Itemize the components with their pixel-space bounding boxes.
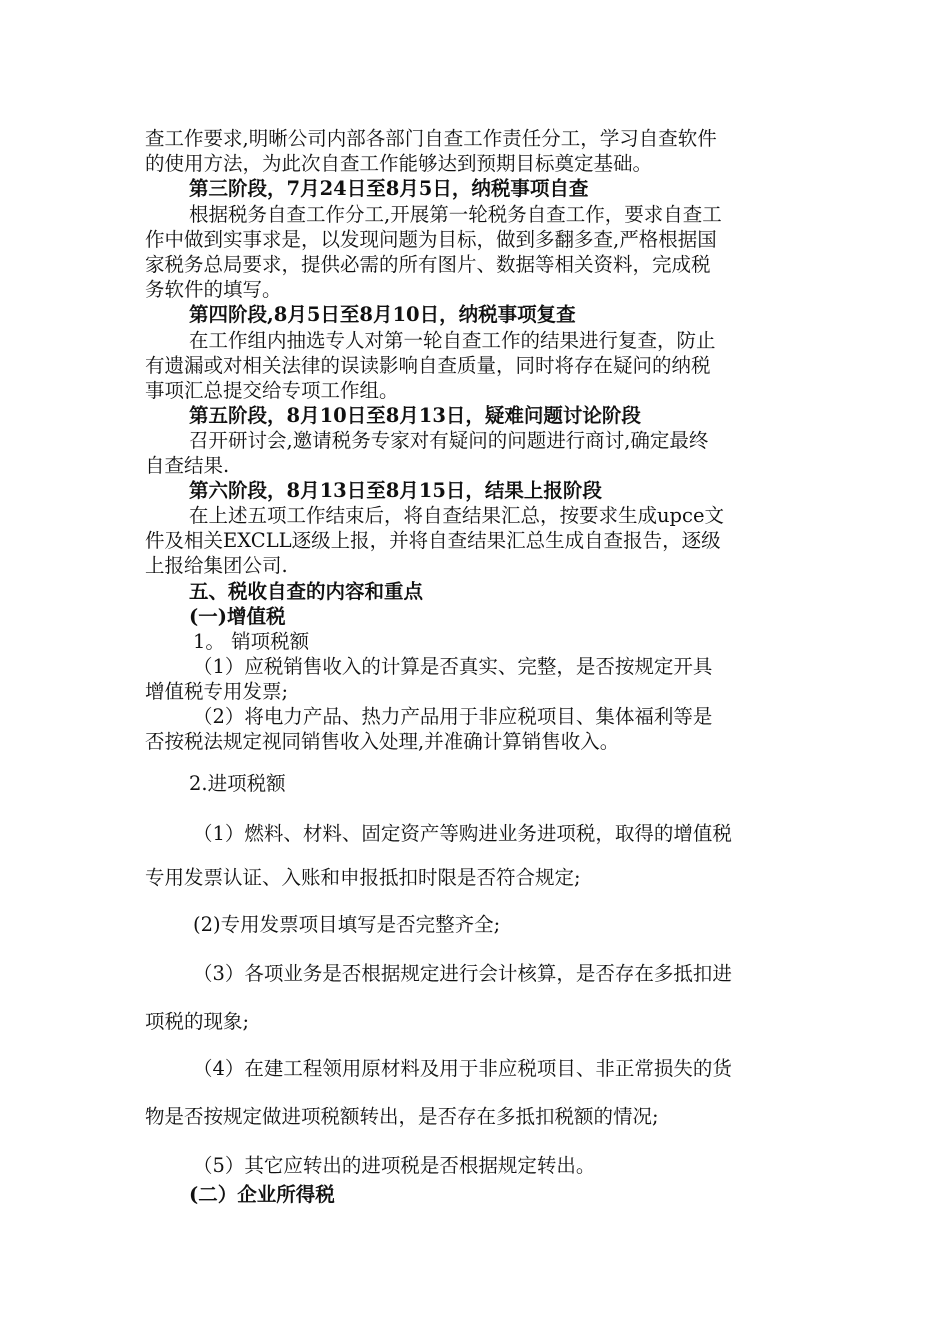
text-line: （1）应税销售收入的计算是否真实、完整，是否按规定开具 (193, 655, 713, 678)
text-line: 务软件的填写。 (145, 278, 282, 301)
text-line: 自查结果. (145, 454, 230, 477)
text-line: 项税的现象; (145, 1010, 250, 1033)
text-line: （2）将电力产品、热力产品用于非应税项目、集体福利等是 (193, 705, 713, 728)
text-line: 召开研讨会,邀请税务专家对有疑问的问题进行商讨,确定最终 (189, 429, 709, 452)
text-line: 上报给集团公司. (145, 554, 288, 577)
text-line: （3）各项业务是否根据规定进行会计核算，是否存在多抵扣进 (193, 962, 732, 985)
text-line: 在工作组内抽选专人对第一轮自查工作的结果进行复查，防止 (189, 329, 716, 352)
text-line: 1。 销项税额 (193, 630, 310, 653)
text-line: 件及相关EXCLL逐级上报，并将自查结果汇总生成自查报告，逐级 (145, 529, 721, 552)
text-line: 2.进项税额 (189, 772, 286, 795)
text-line: 增值税专用发票; (145, 680, 289, 703)
text-line: 有遗漏或对相关法律的误读影响自查质量，同时将存在疑问的纳税 (145, 354, 711, 377)
subsection-heading: (二）企业所得税 (189, 1183, 335, 1206)
section-heading: 第三阶段，7月24日至8月5日，纳税事项自查 (189, 177, 589, 200)
section-heading: 第六阶段，8月13日至8月15日，结果上报阶段 (189, 479, 602, 502)
section-heading: 五、税收自查的内容和重点 (189, 580, 424, 603)
text-line: 根据税务自查工作分工,开展第一轮税务自查工作，要求自查工 (189, 203, 722, 226)
text-line: 家税务总局要求，提供必需的所有图片、数据等相关资料，完成税 (145, 253, 711, 276)
text-line: (2)专用发票项目填写是否完整齐全; (193, 913, 501, 936)
text-line: 事项汇总提交给专项工作组。 (145, 379, 399, 402)
text-line: 否按税法规定视同销售收入处理,并准确计算销售收入。 (145, 730, 620, 753)
text-line: 的使用方法，为此次自查工作能够达到预期目标奠定基础。 (145, 152, 653, 175)
text-line: 在上述五项工作结束后，将自查结果汇总，按要求生成upce文 (189, 504, 725, 527)
text-line: （4）在建工程领用原材料及用于非应税项目、非正常损失的货 (193, 1057, 732, 1080)
text-line: （1）燃料、材料、固定资产等购进业务进项税，取得的增值税 (193, 822, 732, 845)
text-line: （5）其它应转出的进项税是否根据规定转出。 (193, 1154, 596, 1177)
text-line: 物是否按规定做进项税额转出，是否存在多抵扣税额的情况; (145, 1105, 659, 1128)
text-line: 查工作要求,明晰公司内部各部门自查工作责任分工，学习自查软件 (145, 127, 717, 150)
subsection-heading: (一)增值税 (189, 605, 286, 628)
text-line: 作中做到实事求是，以发现问题为目标，做到多翻多查,严格根据国 (145, 228, 717, 251)
section-heading: 第四阶段,8月5日至8月10日，纳税事项复查 (189, 303, 576, 326)
section-heading: 第五阶段，8月10日至8月13日，疑难问题讨论阶段 (189, 404, 641, 427)
text-line: 专用发票认证、入账和申报抵扣时限是否符合规定; (145, 866, 581, 889)
